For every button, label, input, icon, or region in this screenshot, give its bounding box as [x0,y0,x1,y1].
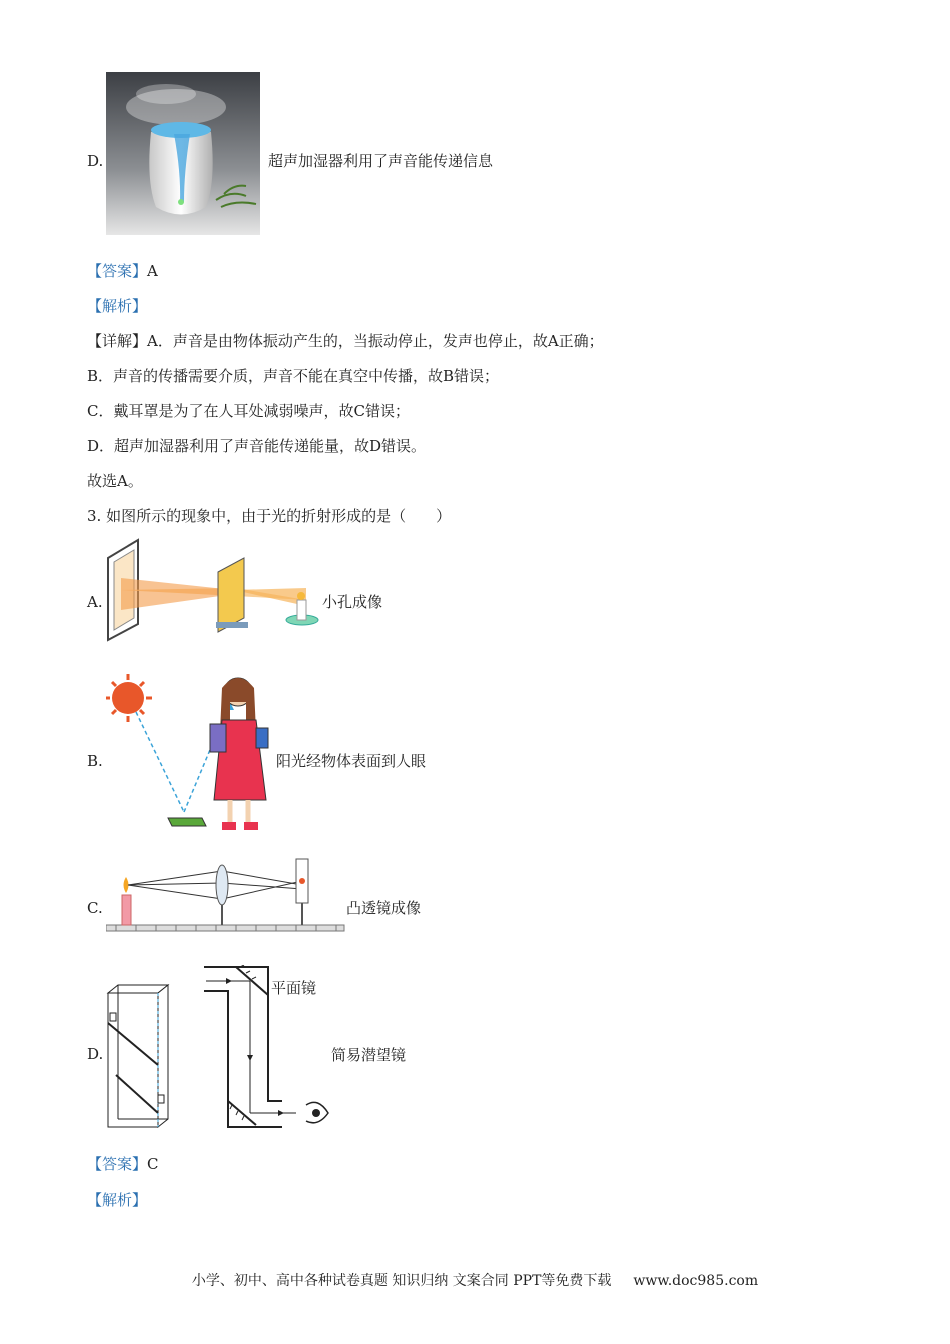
analysis-2-tag: 【解析】 [87,1191,148,1209]
footer-url[interactable]: www.doc985.com [633,1273,759,1289]
option-d-letter: D. [87,152,104,170]
detail-text-a: A．声音是由物体振动产生的，当振动停止，发声也停止，故A正确； [147,332,604,350]
answer-tag: 【答案】 [87,262,148,280]
detail-line-c: C．戴耳罩是为了在人耳处减弱噪声，故C错误； [87,402,410,420]
option-d-mirror-label: 平面镜 [271,979,317,997]
analysis-1-tag: 【解析】 [87,297,148,315]
footer-text: 小学、初中、高中各种试卷真题 知识归纳 文案合同 PPT等免费下载 [191,1273,612,1289]
option-d-caption: 简易潜望镜 [331,1046,407,1064]
detail-line-b: B．声音的传播需要介质，声音不能在真空中传播，故B错误； [87,367,500,385]
option-c-letter: C. [87,899,103,917]
option-b-letter: B. [87,752,103,770]
option-a-letter: A. [87,593,103,611]
question-3-stem: 3. 如图所示的现象中，由于光的折射形成的是（ ） [87,507,452,525]
option-d-top-caption: 超声加湿器利用了声音能传递信息 [268,152,494,170]
detail-line-d: D．超声加湿器利用了声音能传递能量，故D错误。 [87,437,427,455]
pinhole-image [106,538,326,642]
option-d-letter-2: D. [87,1045,104,1063]
option-a-caption: 小孔成像 [322,593,383,611]
detail-tag: 【详解】 [87,332,148,350]
humidifier-image [106,72,260,235]
answer-1 [87,261,158,281]
detail-line-a [87,331,604,351]
option-c-caption: 凸透镜成像 [346,899,422,917]
answer-2-tag: 【答案】 [87,1155,148,1173]
answer-value: A [147,262,158,280]
answer-2-value: C [147,1155,159,1173]
lens-image [106,855,346,935]
answer-2 [87,1154,159,1174]
reflection-image [106,672,276,838]
detail-conclusion: 故选A。 [87,472,143,490]
page-footer [0,1270,950,1290]
option-b-caption: 阳光经物体表面到人眼 [276,752,427,770]
